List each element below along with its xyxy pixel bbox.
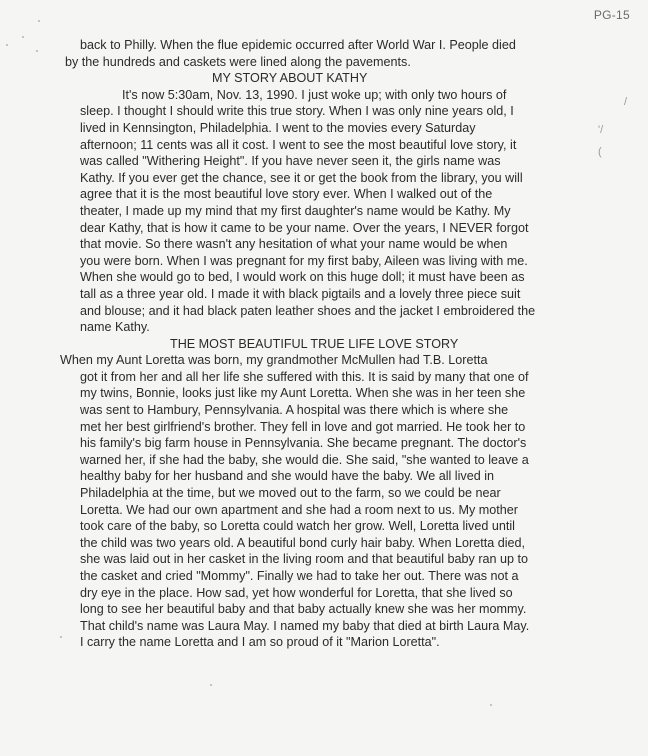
text-line: his family's big farm house in Pennsylvania. She became pregnant. The doctor's	[80, 436, 527, 451]
text-line: I carry the name Loretta and I am so proud of it "Marion Loretta".	[80, 635, 440, 650]
text-line: my twins, Bonnie, looks just like my Aunt Loretta. When she was in her teen she	[80, 386, 526, 401]
text-line: you were born. When I was pregnant for my first baby, Aileen was living with me.	[80, 253, 528, 268]
text-line: Kathy. If you ever get the chance, see it or get the book from the library, you will	[80, 170, 523, 185]
text-line: dry eye in the place. How sad, yet how wonderful for Loretta, that she lived so	[80, 585, 513, 600]
text-line: sleep. I thought I should write this true story. When I was only nine years old, I	[80, 104, 514, 119]
scan-speck	[6, 44, 8, 46]
text-line: warned her, if she had the baby, she would die. She said, "she wanted to leave a	[80, 452, 529, 467]
text-line: When my Aunt Loretta was born, my grandmother McMullen had T.B. Loretta	[60, 353, 488, 368]
margin-mark: (	[598, 146, 602, 158]
text-line: afternoon; 11 cents was all it cost. I went to see the most beautiful love story, it	[80, 137, 517, 152]
text-line: It's now 5:30am, Nov. 13, 1990. I just woke up; with only two hours of	[122, 87, 507, 102]
scan-speck	[36, 50, 38, 52]
scan-speck	[22, 36, 24, 38]
text-line: she was laid out in her casket in the living room and that beautiful baby ran up to	[80, 552, 529, 567]
text-line: Loretta. We had our own apartment and she had a room next to us. My mother	[80, 502, 518, 517]
text-line: by the hundreds and caskets were lined along the pavements.	[65, 54, 411, 69]
text-line: dear Kathy, that is how it came to be your name. Over the years, I NEVER forgot	[80, 220, 529, 235]
section-heading: THE MOST BEAUTIFUL TRUE LIFE LOVE STORY	[170, 336, 459, 351]
page-number: PG-15	[593, 8, 630, 22]
text-line: That child's name was Laura May. I named my baby that died at birth Laura May.	[80, 618, 530, 633]
text-line: healthy baby for her husband and she would have the baby. We all lived in	[80, 469, 495, 484]
text-line: tall as a three year old. I made it with black pigtails and a lovely three piece suit	[80, 286, 521, 301]
section-heading: MY STORY ABOUT KATHY	[212, 71, 368, 86]
text-line: back to Philly. When the flue epidemic occurred after World War I. People died	[80, 38, 516, 52]
text-line: the casket and cried "Mommy". Finally we had to take her out. There was not a	[80, 569, 519, 583]
text-line: met her best girlfriend's brother. They fell in love and got married. He took her to	[80, 419, 526, 434]
scan-speck	[60, 636, 62, 638]
document-body	[60, 37, 600, 651]
text-line: that movie. So there wasn't any hesitation of what your name would be when	[80, 237, 508, 252]
margin-mark: /	[624, 96, 628, 108]
scan-speck	[490, 704, 492, 706]
text-line: name Kathy.	[80, 320, 150, 335]
text-line: and blouse; and it had black paten leather shoes and the jacket I embroidered the	[80, 303, 536, 318]
text-line: got it from her and all her life she suffered with this. It is said by many that one of	[80, 369, 529, 384]
scan-speck	[210, 684, 212, 686]
text-line: theater, I made up my mind that my first daughter's name would be Kathy. My	[80, 203, 511, 218]
text-line: lived in Kennsington, Philadelphia. I went to the movies every Saturday	[80, 120, 476, 135]
text-line: agree that it is the most beautiful love story ever. When I walked out of the	[80, 187, 493, 202]
margin-mark: '/	[598, 124, 604, 136]
scan-speck	[38, 20, 40, 22]
text-line: was sent to Hambury, Pennsylvania. A hospital was there which is where she	[80, 403, 509, 418]
text-line: the child was two years old. A beautiful bond curly hair baby. When Loretta died,	[80, 535, 526, 550]
text-line: took care of the baby, so Loretta could watch her grow. Well, Loretta lived until	[80, 519, 515, 534]
text-line: When she would go to bed, I would work on this huge doll; it must have been as	[80, 270, 525, 285]
text-line: long to see her beautiful baby and that baby actually knew she was her mommy.	[80, 602, 527, 617]
text-line: Philadelphia at the time, but we moved out to the farm, so we could be near	[80, 486, 501, 501]
text-line: was called "Withering Height". If you have never seen it, the girls name was	[80, 154, 501, 169]
